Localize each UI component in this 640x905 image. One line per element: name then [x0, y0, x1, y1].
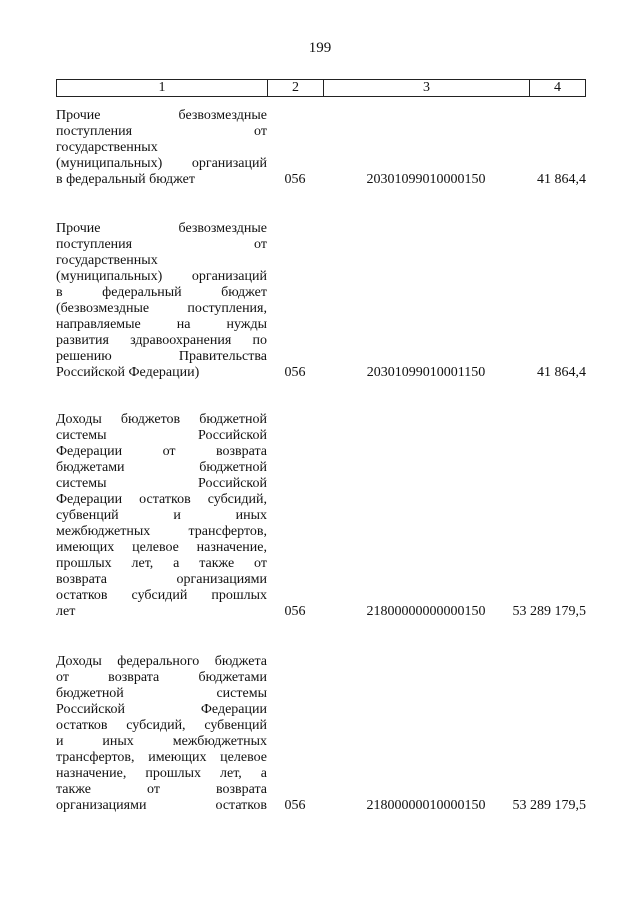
row-sum: 41 864,4: [537, 365, 586, 380]
row-description: Прочие безвозмездные поступления от государственных (муниципальных) организаций в федеральный бюджет: [56, 108, 267, 187]
row-admin-code: 056: [284, 365, 306, 380]
table-row: [56, 654, 586, 814]
table-header: [56, 79, 586, 97]
header-col-1: 1: [57, 80, 268, 96]
row-sum: 41 864,4: [537, 172, 586, 187]
row-admin-code: 056: [284, 798, 306, 813]
row-sum: 53 289 179,5: [512, 798, 586, 813]
table-row: [56, 221, 586, 381]
table-row: [56, 412, 586, 620]
row-kbk-code: 21800000010000150: [366, 798, 486, 813]
row-description: Доходы федерального бюджета от возврата бюджетами бюджетной системы Российской Федерации остатков субсидий, субвенций и иных межбюджетных трансфертов, имеющих целевое назначение, прошлых лет, а также от возврата организациями остатков: [56, 654, 267, 813]
page-number: 199: [308, 40, 332, 56]
row-description: Доходы бюджетов бюджетной системы Российской Федерации от возврата бюджетами бюджетной системы Российской Федерации остатков субсидий, субвенций и иных межбюджетных трансфертов, имеющих целевое назначение, прошлых лет, а также от возврата организациями остатков субсидий прошлых лет: [56, 412, 267, 619]
row-kbk-code: 21800000000000150: [366, 604, 486, 619]
header-col-4: 4: [554, 80, 561, 95]
row-description: Прочие безвозмездные поступления от государственных (муниципальных) организаций в федеральный бюджет (безвозмездные поступления, направляемые на нужды развития здравоохранения по решению Правительства Российской Федерации): [56, 221, 267, 380]
header-col-3: 3: [324, 80, 530, 96]
table-row: [56, 108, 586, 188]
row-admin-code: 056: [284, 172, 306, 187]
row-kbk-code: 20301099010001150: [366, 365, 486, 380]
header-col-2: 2: [268, 80, 324, 96]
row-sum: 53 289 179,5: [512, 604, 586, 619]
row-kbk-code: 20301099010000150: [366, 172, 486, 187]
row-admin-code: 056: [284, 604, 306, 619]
